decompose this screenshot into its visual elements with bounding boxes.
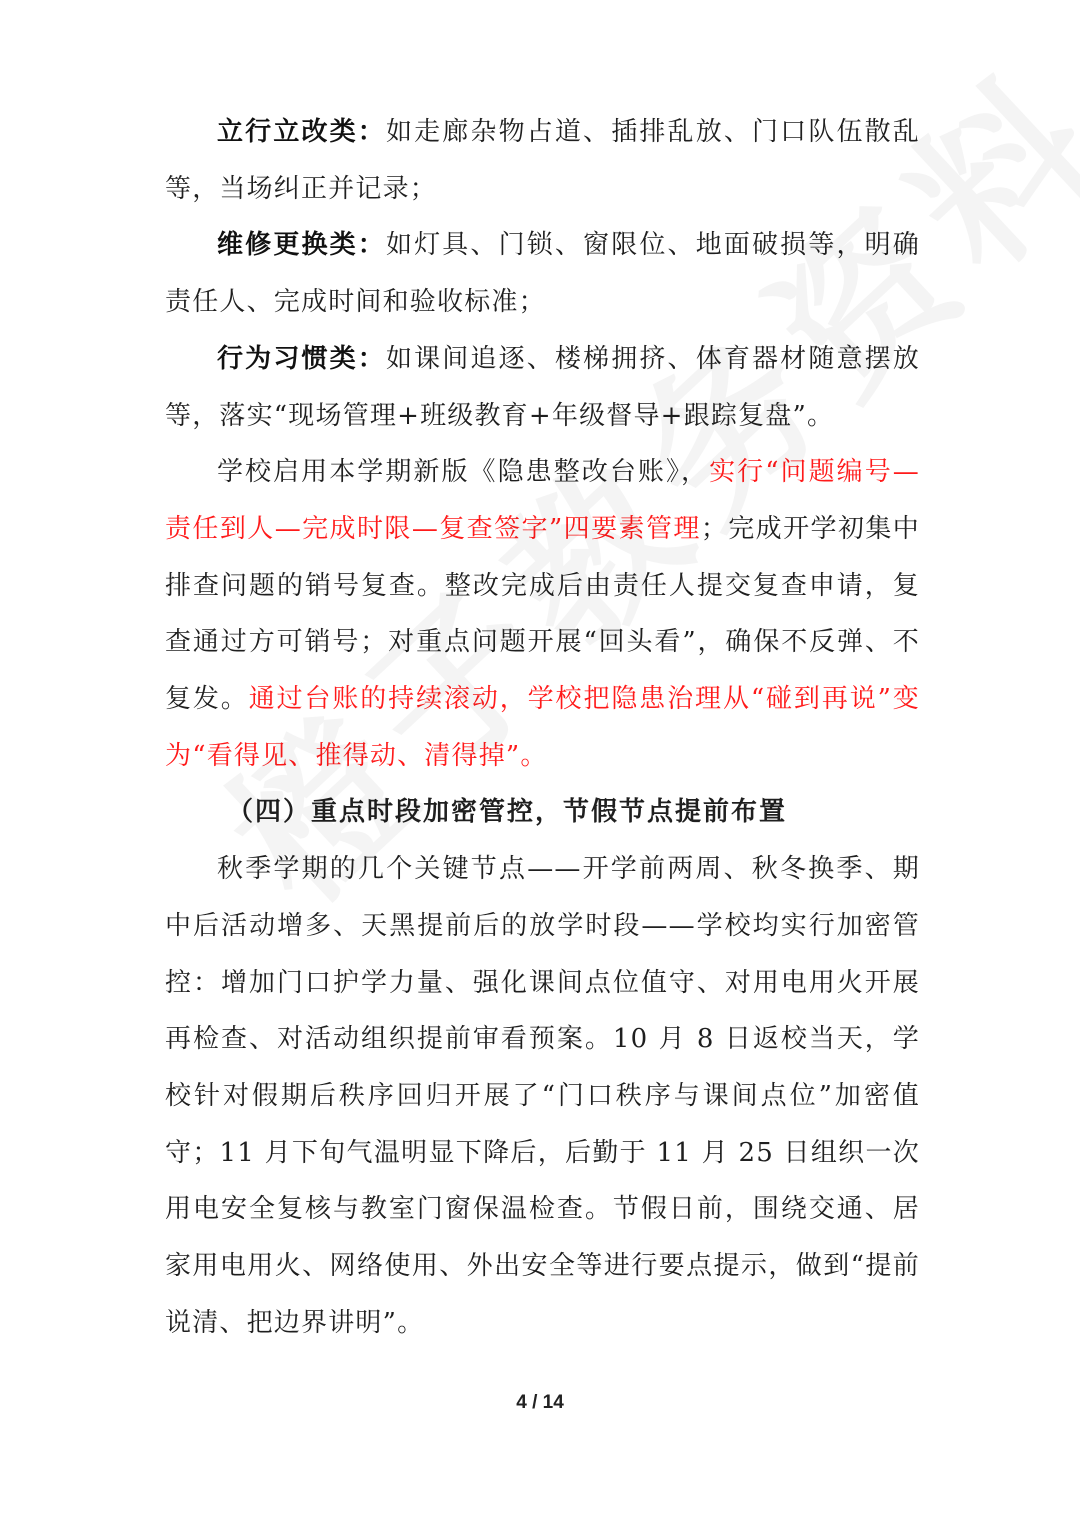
ledger-text-2: ；完成开学初集中排查问题的销号复查。整改完成后由责任人提交复查申请，复查通过方可销号；对重点问题开展“回头看”，确保不反弹、不复发。	[165, 513, 920, 715]
ledger-text-1: 学校启用本学期新版《隐患整改台账》，	[217, 457, 710, 488]
paragraph-immediate-fix	[165, 104, 920, 217]
paragraph-ledger	[165, 444, 920, 784]
document-body	[165, 104, 920, 1351]
page-number: 4 / 14	[516, 1392, 564, 1413]
paragraph-text: 如课间追逐、楼梯拥挤、体育器材随意摆放等，落实“现场管理+班级教育+年级督导+跟踪复盘”。	[165, 343, 920, 431]
paragraph-key-periods: 秋季学期的几个关键节点——开学前两周、秋冬换季、期中后活动增多、天黑提前后的放学时段——学校均实行加密管控：增加门口护学力量、强化课间点位值守、对用电用火开展再检查、对活动组织提前审看预案。10 月 8 日返校当天，学校针对假期后秩序回归开展了“门口秩序与课间点位”加密值守；11 月下旬气温明显下降后，后勤于 11 月 25 日组织一次用电安全复核与教室门窗保温检查。节假日前，围绕交通、居家用电用火、网络使用、外出安全等进行要点提示，做到“提前说清、把边界讲明”。	[165, 854, 920, 1338]
paragraph-behavior	[165, 331, 920, 444]
paragraph-lead: 维修更换类：	[217, 230, 386, 261]
ledger-highlight-1: 实行“问题编号—责任到人—完成时限—复查签字”四要素管理	[165, 457, 920, 544]
paragraph-text: 如走廊杂物占道、插排乱放、门口队伍散乱等，当场纠正并记录；	[165, 117, 920, 204]
paragraph-repair	[165, 217, 920, 330]
paragraph-lead: 行为习惯类：	[217, 343, 386, 374]
paragraph-text: 如灯具、门锁、窗限位、地面破损等，明确责任人、完成时间和验收标准；	[165, 230, 920, 318]
paragraph-lead: 立行立改类：	[217, 117, 386, 147]
section-heading: （四）重点时段加密管控，节假节点提前布置	[227, 797, 788, 828]
ledger-highlight-2: 通过台账的持续滚动，学校把隐患治理从“碰到再说”变为“看得见、推得动、清得掉”。	[165, 684, 920, 771]
